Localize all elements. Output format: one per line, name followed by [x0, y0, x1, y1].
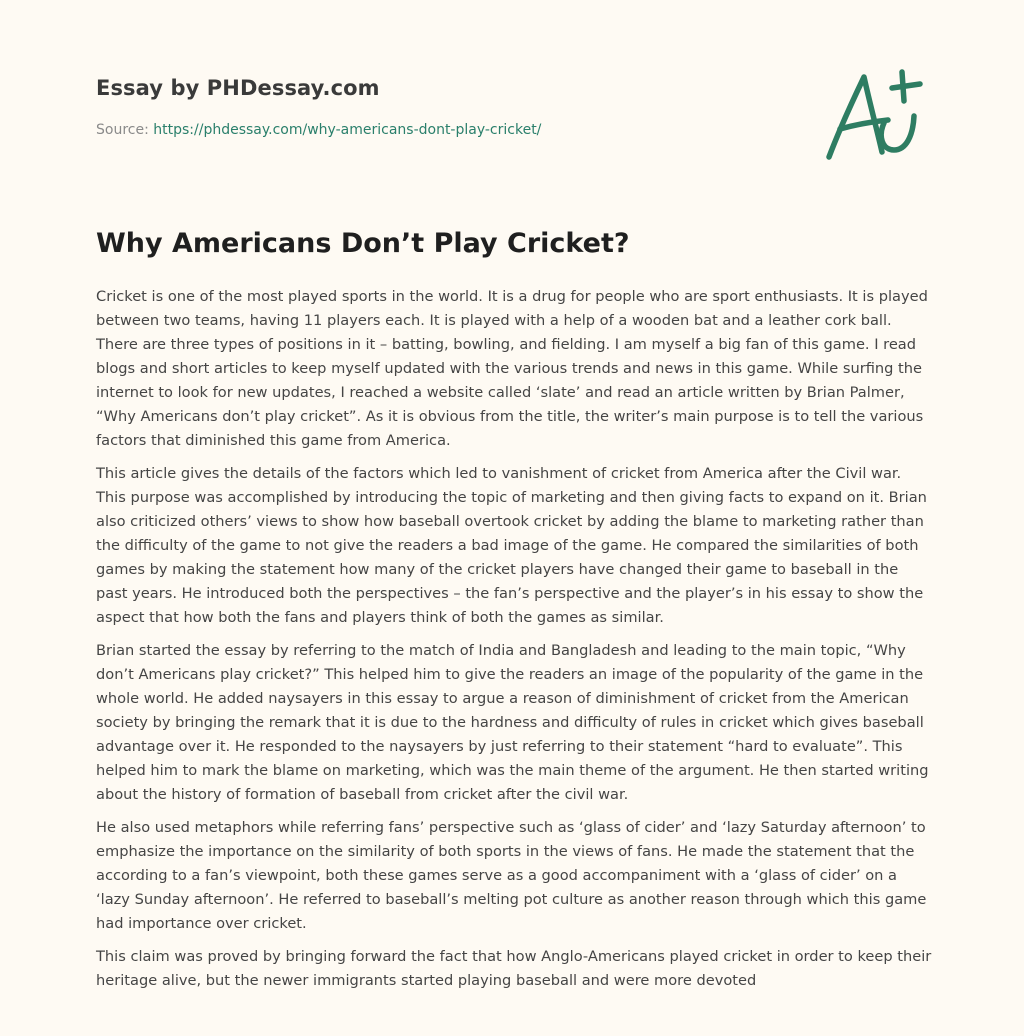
site-brand: Essay by PHDessay.com	[96, 76, 380, 100]
essay-paragraph: This article gives the details of the factors which led to vanishment of cricket from America after the Civil war. This purpose was accomplished by introducing the topic of marketing and then giving facts to expand on it. Brian also criticized others’ views to show how baseball overtook cricket by adding the blame to marketing rather than the difficulty of the game to not give the readers a bad image of the game. He compared the similarities of both games by making the statement how many of the cricket players have changed their game to baseball in the past years. He introduced both the perspectives – the fan’s perspective and the player’s in his essay to show the aspect that how both the fans and players think of both the games as similar.	[96, 465, 927, 626]
source-line	[96, 122, 796, 138]
source-label: Source:	[96, 122, 149, 138]
essay-title: Why Americans Don’t Play Cricket?	[96, 228, 630, 259]
essay-paragraph: This claim was proved by bringing forward the fact that how Anglo-Americans played cricket in order to keep their heritage alive, but the newer immigrants started playing baseball and were more devoted	[96, 948, 932, 989]
essay-paragraph: Brian started the essay by referring to the match of India and Bangladesh and leading to the main topic, “Why don’t Americans play cricket?” This helped him to give the readers an image of the popularity of the game in the whole world. He added naysayers in this essay to argue a reason of diminishment of cricket from the American society by bringing the remark that it is due to the hardness and difficulty of rules in cricket which gives baseball advantage over it. He responded to the naysayers by just referring to their statement “hard to evaluate”. This helped him to mark the blame on marketing, which was the main theme of the argument. He then started writing about the history of formation of baseball from cricket after the civil war.	[96, 642, 929, 803]
essay-paragraph: He also used metaphors while referring fans’ perspective such as ‘glass of cider’ and ‘lazy Saturday afternoon’ to emphasize the importance on the similarity of both sports in the views of fans. He made the statement that the according to a fan’s viewpoint, both these games serve as a good accompaniment with a ‘glass of cider’ on a ‘lazy Sunday afternoon’. He referred to baseball’s melting pot culture as another reason through which this game had importance over cricket.	[96, 819, 927, 932]
a-plus-logo-icon	[818, 66, 930, 166]
source-link[interactable]: https://phdessay.com/why-americans-dont-play-cricket/	[153, 122, 542, 138]
header	[96, 76, 796, 138]
essay-body	[96, 285, 932, 1002]
essay-paragraph: Cricket is one of the most played sports in the world. It is a drug for people who are sport enthusiasts. It is played between two teams, having 11 players each. It is played with a help of a wooden bat and a leather cork ball. There are three types of positions in it – batting, bowling, and fielding. I am myself a big fan of this game. I read blogs and short articles to keep myself updated with the various trends and news in this game. While surfing the internet to look for new updates, I reached a website called ‘slate’ and read an article written by Brian Palmer, “Why Americans don’t play cricket”. As it is obvious from the title, the writer’s main purpose is to tell the various factors that diminished this game from America.	[96, 288, 928, 449]
